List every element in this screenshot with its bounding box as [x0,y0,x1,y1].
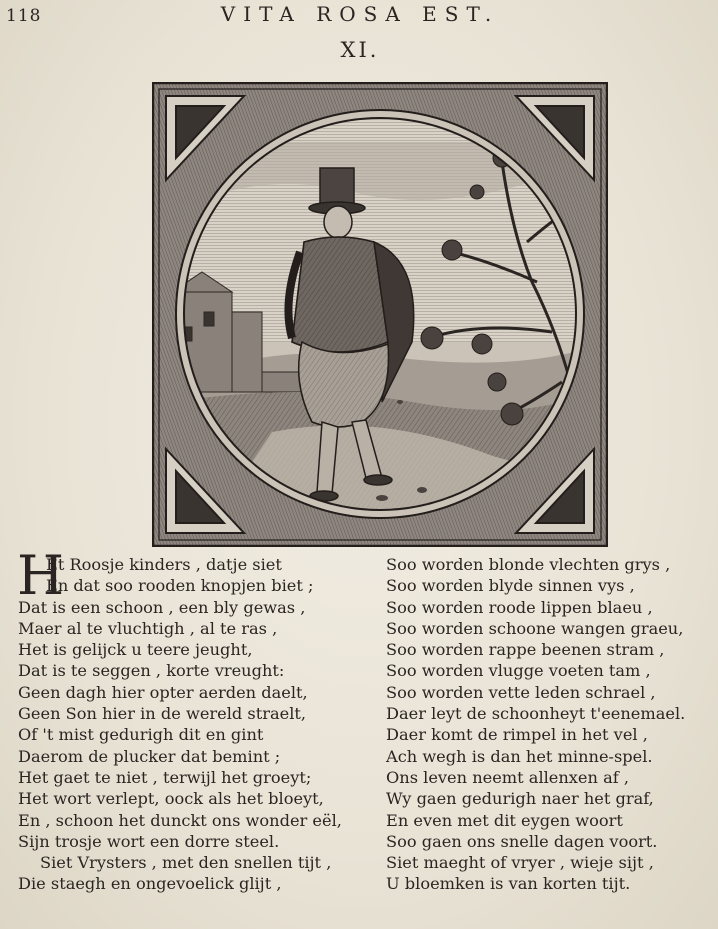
poem-line: Sijn trosje wort een dorre steel. [18,831,280,851]
poem-line: Ach wegh is dan het minne-spel. [386,746,653,766]
poem-line: Soo worden vette leden schrael , [386,682,656,702]
emblem-engraving [152,82,608,547]
poem-line: Soo worden vlugge voeten tam , [386,661,651,681]
poem-left-column [17,544,342,895]
poem-right-column [386,554,685,895]
poem-line: U bloemken is van korten tijt. [386,874,631,894]
poem-line: En even met dit eygen woort [386,810,623,830]
poem-line: Die staegh en ongevoelick glijt , [18,874,282,894]
poem-line: Wy gaen gedurigh naer het graf, [386,789,654,809]
poem-line: Siet Vrysters , met den snellen tijt , [40,853,332,873]
poem-line: Soo worden roode lippen blaeu , [386,597,653,617]
poem-line: Daer leyt de schoonheyt t'eenemael. [386,704,686,724]
poem-line: Et Roosje kinders , datje siet [46,555,282,574]
poem-line: Daerom de plucker dat bemint ; [18,746,281,766]
poem-line: Het gaet te niet , terwijl het groeyt; [18,767,312,787]
poem-line: Geen Son hier in de wereld straelt, [18,704,307,724]
poem-line: En dat soo rooden knopjen biet ; [46,576,314,596]
poem-line: Soo worden blonde vlechten grys , [386,555,671,574]
poem-line: Dat is een schoon , een bly gewas , [18,597,306,617]
poem-line: Ons leven neemt allenxen af , [386,767,630,787]
poem-line: En , schoon het dunckt ons wonder eël, [18,810,342,830]
poem-line: Maer al te vluchtigh , al te ras , [18,618,278,638]
poem-line: Het is gelijck u teere jeught, [18,640,253,660]
poem-line: Soo worden schoone wangen graeu, [386,618,684,638]
drop-cap: H [17,544,65,607]
page-number: 118 [6,6,42,26]
poem-line: Daer komt de rimpel in het vel , [386,725,648,745]
poem-line: Soo worden blyde sinnen vys , [386,576,635,596]
poem-line: Of 't mist gedurigh dit en gint [18,725,264,745]
poem-line: Siet maeght of vryer , wieje sijt , [386,853,654,873]
poem-line: Soo gaen ons snelle dagen voort. [386,831,658,851]
poem-line: Het wort verlept, oock als het bloeyt, [18,789,324,809]
running-head: VITA ROSA EST. [220,2,500,26]
poem-line: Dat is te seggen , korte vreught: [18,661,285,681]
emblem-number: XI. [340,38,380,62]
poem-line: Soo worden rappe beenen stram , [386,640,665,660]
poem-line: Geen dagh hier opter aerden daelt, [18,682,308,702]
